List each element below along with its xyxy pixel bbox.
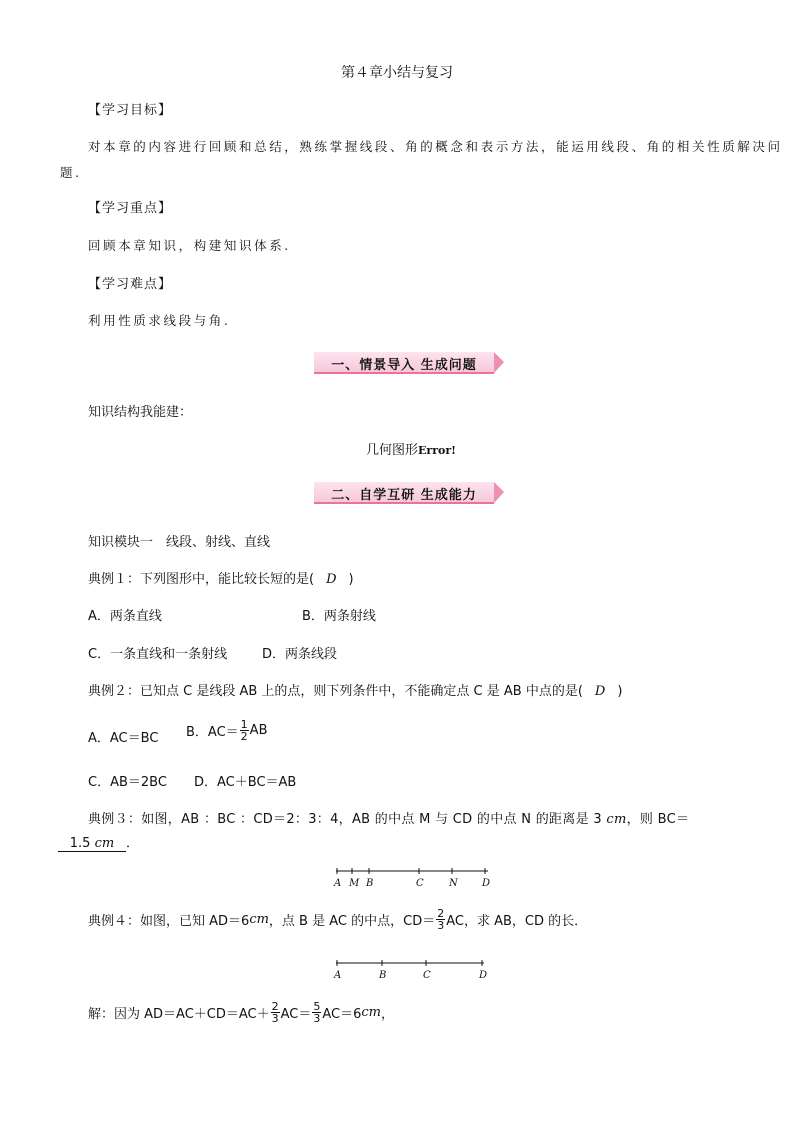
example1-text: 典例１：下列图形中，能比较长短的是( bbox=[88, 572, 315, 587]
point-D-label: D bbox=[479, 970, 488, 981]
example1-option-a: A．两条直线 bbox=[88, 609, 162, 624]
fraction-denominator: 2 bbox=[240, 730, 248, 743]
section-banner-2-text: 二、自学互研 生成能力 bbox=[331, 488, 477, 503]
example2-option-d: D．AC＋BC＝AB bbox=[194, 775, 297, 790]
example1-option-c: C．一条直线和一条射线 bbox=[88, 647, 228, 662]
error-text: Error! bbox=[418, 444, 456, 457]
example1-question bbox=[88, 568, 354, 587]
objectives-heading: 【学习目标】 bbox=[88, 103, 173, 118]
solution-line bbox=[88, 1001, 394, 1024]
solution-end: ， bbox=[380, 1007, 394, 1022]
example3-answer-blank bbox=[58, 836, 126, 852]
point-A-label: A bbox=[334, 878, 342, 889]
example2-option-a: A．AC＝BC bbox=[88, 731, 159, 746]
point-B-label: B bbox=[379, 970, 387, 981]
objectives-text-line2: 题. bbox=[60, 165, 82, 180]
point-C-label: C bbox=[423, 970, 431, 981]
example3-text-end: ，则 BC＝ bbox=[626, 812, 690, 827]
section-banner-2 bbox=[314, 482, 504, 502]
difficulty-heading: 【学习难点】 bbox=[88, 277, 173, 292]
figure-segment-1 bbox=[328, 866, 498, 890]
point-N-label: N bbox=[449, 878, 458, 889]
fraction-numerator: 2 bbox=[271, 1000, 279, 1013]
example1-option-b: B．两条射线 bbox=[302, 609, 376, 624]
fraction-denominator: 3 bbox=[313, 1012, 321, 1025]
fraction-numerator: 1 bbox=[240, 718, 248, 731]
fraction-numerator: 2 bbox=[437, 907, 445, 920]
example4-text-mid: ，点 B 是 AC 的中点，CD＝ bbox=[268, 914, 436, 929]
section-banner-1-text: 一、情景导入 生成问题 bbox=[331, 358, 477, 373]
figure-segment-2 bbox=[328, 958, 498, 982]
solution-text-end: AC＝6 bbox=[322, 1007, 362, 1022]
fraction-two-thirds bbox=[271, 1001, 280, 1024]
option-b-suffix: AB bbox=[249, 723, 268, 738]
example4-unit: cm bbox=[249, 912, 269, 927]
example4-question bbox=[88, 908, 587, 931]
option-b-prefix: B．AC＝ bbox=[186, 725, 239, 740]
example2-option-c: C．AB＝2BC bbox=[88, 775, 167, 790]
solution-text-mid: AC＝ bbox=[280, 1007, 312, 1022]
geometry-label: 几何图形 bbox=[366, 443, 419, 458]
page-title: 第４章小结与复习 bbox=[341, 65, 453, 81]
example2-question bbox=[88, 680, 622, 699]
focus-text: 回顾本章知识，构建知识体系. bbox=[88, 238, 291, 253]
example3-answer-unit: cm bbox=[94, 836, 115, 851]
focus-heading: 【学习重点】 bbox=[88, 201, 173, 216]
example2-option-b bbox=[186, 719, 267, 742]
example3-question bbox=[88, 808, 689, 827]
geometry-structure bbox=[366, 439, 456, 458]
fraction-numerator: 5 bbox=[313, 1000, 321, 1013]
point-C-label: C bbox=[416, 878, 424, 889]
point-B-label: B bbox=[366, 878, 374, 889]
fraction-denominator: 3 bbox=[271, 1012, 279, 1025]
example3-end: ． bbox=[126, 836, 140, 851]
example4-text: 典例４：如图，已知 AD＝6 bbox=[88, 914, 250, 929]
fraction-five-thirds bbox=[312, 1001, 321, 1024]
example4-text-end: AC，求 AB，CD 的长． bbox=[446, 914, 588, 929]
example1-answer: D bbox=[326, 572, 337, 587]
example2-close: ) bbox=[617, 684, 623, 699]
fraction-one-half bbox=[240, 719, 249, 742]
example3-text: 典例３：如图，AB ：BC ：CD＝2：3：4，AB 的中点 M 与 CD 的中点 N 的距离是 3 bbox=[88, 812, 607, 827]
example1-option-d: D．两条线段 bbox=[262, 647, 338, 662]
fraction-two-thirds bbox=[436, 908, 445, 931]
solution-text: 解：因为 AD＝AC＋CD＝AC＋ bbox=[88, 1007, 270, 1022]
example3-answer-value: 1.5 bbox=[69, 836, 95, 851]
point-M-label: M bbox=[349, 878, 360, 889]
difficulty-text: 利用性质求线段与角. bbox=[88, 313, 231, 328]
solution-unit: cm bbox=[361, 1005, 381, 1020]
point-A-label: A bbox=[334, 970, 342, 981]
example1-close: ) bbox=[348, 572, 354, 587]
section-banner-1 bbox=[314, 352, 504, 372]
knowledge-intro: 知识结构我能建： bbox=[88, 405, 193, 420]
objectives-text-line1: 对本章的内容进行回顾和总结，熟练掌握线段、角的概念和表示方法，能运用线段、角的相关性质解决问 bbox=[88, 139, 783, 154]
example2-text: 典例２：已知点 C 是线段 AB 上的点，则下列条件中，不能确定点 C 是 AB 中点的是( bbox=[88, 684, 583, 699]
example3-answer-line bbox=[58, 832, 139, 852]
module-title: 知识模块一 线段、射线、直线 bbox=[88, 535, 271, 550]
fraction-denominator: 3 bbox=[437, 919, 445, 932]
example2-answer: D bbox=[594, 684, 606, 699]
point-D-label: D bbox=[482, 878, 491, 889]
example3-unit: cm bbox=[606, 812, 627, 827]
